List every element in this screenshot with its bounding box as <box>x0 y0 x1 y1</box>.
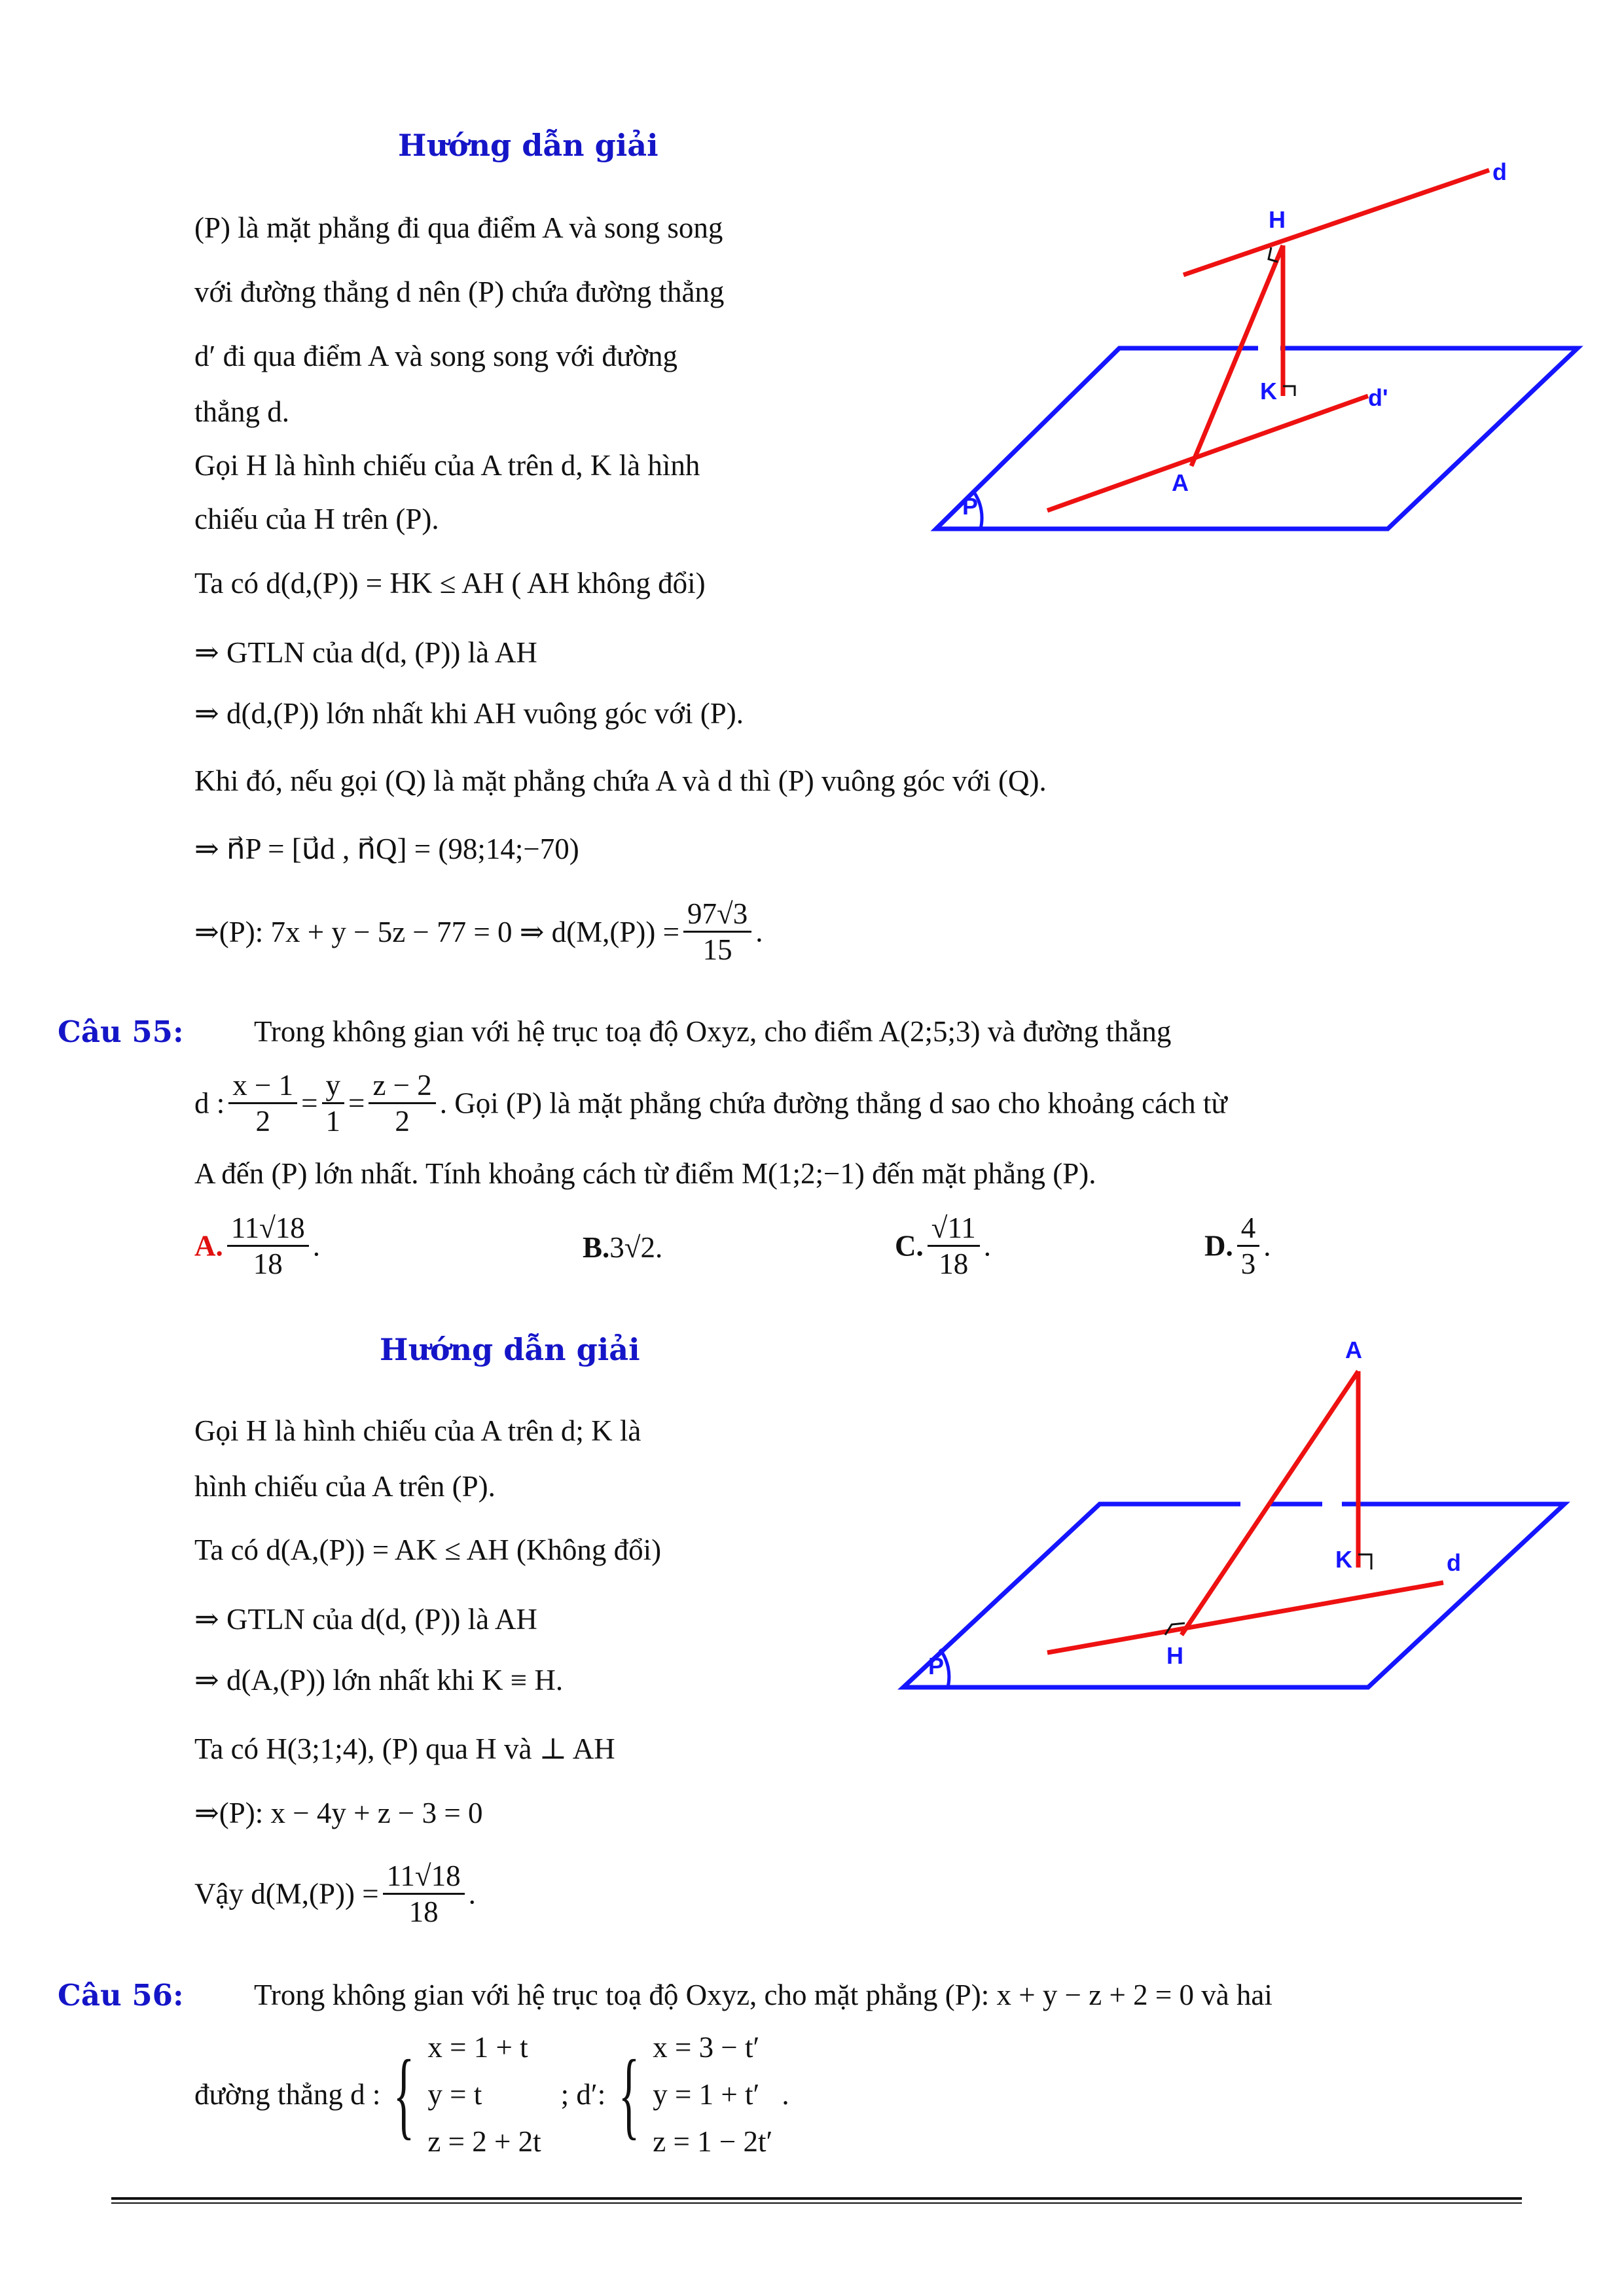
label-d: d <box>1492 158 1507 185</box>
sol1-normal-vector-line: ⇒ n⃗P = [u⃗d , n⃗Q] = (98;14;−70) <box>194 833 579 865</box>
system-row: z = 1 − 2t′ <box>653 2125 773 2158</box>
q55-text-line: Trong không gian với hệ trục toạ độ Oxyz, cho điểm A(2;5;3) và đường thẳng <box>254 1015 1172 1048</box>
sol2-conclusion-text: Vậy d(M,(P)) = <box>194 1877 379 1910</box>
option-a[interactable]: A. $\frac{11√18}{18}$ . <box>194 1211 321 1280</box>
system-brace: { <box>393 2040 415 2149</box>
option-d[interactable]: D. $\frac{4}{3}$ . <box>1204 1211 1271 1280</box>
label-A: A <box>1172 469 1189 496</box>
sol1-khi-line: Khi đó, nếu gọi (Q) là mặt phẳng chứa A và d thì (P) vuông góc với (Q). <box>194 764 1047 797</box>
system-row: y = 1 + t′ <box>653 2078 760 2111</box>
fraction-numerator: 11√18 <box>227 1211 309 1247</box>
label-K: K <box>1260 378 1277 404</box>
fraction <box>369 1068 435 1138</box>
fraction-denominator: 2 <box>395 1105 410 1138</box>
option-c[interactable]: C. $\frac{√11}{18}$ . <box>895 1211 992 1280</box>
label-K: K <box>1335 1546 1352 1573</box>
sol2-taco-line: Ta có d(A,(P)) = AK ≤ AH (Không đổi) <box>194 1534 662 1566</box>
sol2-distance-fraction <box>383 1859 465 1929</box>
fraction <box>322 1068 345 1138</box>
sol1-taco-line: Ta có d(d,(P)) = HK ≤ AH ( AH không đổi) <box>194 567 706 600</box>
option-b-letter: B. <box>583 1231 610 1264</box>
q55-line2-text: . Gọi (P) là mặt phẳng chứa đường thẳng d sao cho khoảng cách từ <box>439 1086 1227 1120</box>
label-H: H <box>1269 206 1286 233</box>
option-d-letter: D. <box>1204 1229 1233 1263</box>
fraction-numerator: 4 <box>1237 1211 1260 1247</box>
sol1-max-line: ⇒ d(d,(P)) lớn nhất khi AH vuông góc với (P). <box>194 697 744 730</box>
label-P: P <box>962 493 979 520</box>
label-d-prime: d' <box>1368 384 1388 411</box>
fraction-numerator: x − 1 <box>228 1068 297 1104</box>
fraction-numerator: z − 2 <box>369 1068 435 1104</box>
sol2-text-line: Gọi H là hình chiếu của A trên d; K là <box>194 1414 641 1447</box>
footer-rule-thin <box>111 2202 1522 2204</box>
fraction-numerator: y <box>322 1068 345 1104</box>
sol2-conclusion-line: Vậy d(M,(P)) = $\frac{11√18}{18}$ . <box>194 1859 476 1928</box>
sol1-plane-text: ⇒(P): 7x + y − 5z − 77 = 0 ⇒ d(M,(P)) = <box>194 916 680 948</box>
figure-plane-point-A <box>884 1322 1578 1715</box>
d-prime-system <box>653 2024 772 2165</box>
sol1-text-line: d′ đi qua điểm A và song song với đường <box>194 340 678 372</box>
sol1-text-line: thẳng d. <box>194 395 289 428</box>
plane-P <box>903 1504 1564 1687</box>
question-label: Câu 55: <box>58 1014 184 1049</box>
sol1-text-line: (P) là mặt phẳng đi qua điểm A và song song <box>194 211 723 244</box>
sol2-max-line: ⇒ d(A,(P)) lớn nhất khi K ≡ H. <box>194 1664 564 1696</box>
fraction-denominator: 3 <box>1240 1247 1256 1280</box>
fraction-denominator: 18 <box>408 1895 439 1928</box>
line-d <box>1183 170 1489 275</box>
label-A: A <box>1345 1336 1362 1363</box>
system-brace: { <box>619 2040 640 2149</box>
fraction-numerator: 97√3 <box>683 897 751 933</box>
q56-d-prime-label: ; d′: <box>560 2078 606 2111</box>
plane-P <box>936 348 1578 529</box>
q56-d-label: đường thẳng d : <box>194 2078 381 2111</box>
fraction-denominator: 15 <box>702 933 732 966</box>
fraction-denominator: 18 <box>939 1247 969 1280</box>
sol1-gtln-line: ⇒ GTLN của d(d, (P)) là AH <box>194 636 537 669</box>
line-d-prime <box>1047 396 1368 511</box>
fraction-denominator: 18 <box>253 1247 283 1280</box>
d-system <box>427 2024 541 2165</box>
sol1-distance-fraction <box>683 897 751 967</box>
fraction-numerator: 11√18 <box>383 1859 465 1895</box>
fraction-denominator: 2 <box>255 1105 270 1138</box>
sol2-gtln-line: ⇒ GTLN của d(d, (P)) là AH <box>194 1603 537 1636</box>
sol2-plane-line: ⇒(P): x − 4y + z − 3 = 0 <box>194 1797 483 1829</box>
sol1-plane-line: ⇒(P): 7x + y − 5z − 77 = 0 ⇒ d(M,(P)) = $\frac{97√3}{15}$ . <box>194 897 763 966</box>
figure-plane-line-d <box>916 151 1591 543</box>
footer-rule <box>111 2197 1522 2200</box>
q56-text-line: Trong không gian với hệ trục toạ độ Oxyz, cho mặt phẳng (P): x + y − z + 2 = 0 và hai <box>254 1979 1272 2011</box>
option-d-fraction <box>1237 1211 1260 1281</box>
system-row: y = t <box>427 2078 482 2111</box>
sol1-text-line: chiếu của H trên (P). <box>194 503 439 535</box>
sol1-text-line: Gọi H là hình chiếu của A trên d, K là hình <box>194 449 700 482</box>
sol2-h-line: Ta có H(3;1;4), (P) qua H và ⊥ AH <box>194 1732 615 1765</box>
q56-lines-system <box>194 2029 789 2160</box>
solution-heading: Hướng dẫn giải <box>398 128 659 163</box>
sol2-text-line: hình chiếu của A trên (P). <box>194 1470 496 1503</box>
solution-heading: Hướng dẫn giải <box>380 1332 640 1367</box>
option-c-fraction <box>928 1211 980 1281</box>
label-d: d <box>1447 1549 1461 1576</box>
q56-end: . <box>782 2078 789 2111</box>
sol1-text-line: với đường thẳng d nên (P) chứa đường thẳng <box>194 276 725 308</box>
q55-d-label: d : <box>194 1086 225 1120</box>
line-d <box>1047 1583 1443 1653</box>
label-P: P <box>928 1653 945 1679</box>
q55-text-line: A đến (P) lớn nhất. Tính khoảng cách từ điểm M(1;2;−1) đến mặt phẳng (P). <box>194 1157 1096 1190</box>
label-H: H <box>1166 1642 1183 1669</box>
system-row: x = 1 + t <box>427 2031 528 2064</box>
fraction <box>228 1068 297 1138</box>
q55-line-equation: d : $\frac{x - 1}{2}$ = $\frac{y}{1}$ = $\frac{z - 2}{2}$ . Gọi (P) là mặt phẳng chứa đường thẳng d sao cho khoảng cách từ <box>194 1069 1227 1138</box>
option-c-letter: C. <box>895 1229 924 1263</box>
option-b-value: 3√2. <box>609 1231 663 1264</box>
system-row: z = 2 + 2t <box>427 2125 541 2158</box>
option-a-fraction <box>227 1211 309 1281</box>
system-row: x = 3 − t′ <box>653 2031 760 2064</box>
option-a-letter: A. <box>194 1229 223 1263</box>
fraction-numerator: √11 <box>928 1211 980 1247</box>
fraction-denominator: 1 <box>325 1105 341 1138</box>
question-label: Câu 56: <box>58 1978 184 2013</box>
option-b[interactable] <box>583 1230 662 1265</box>
